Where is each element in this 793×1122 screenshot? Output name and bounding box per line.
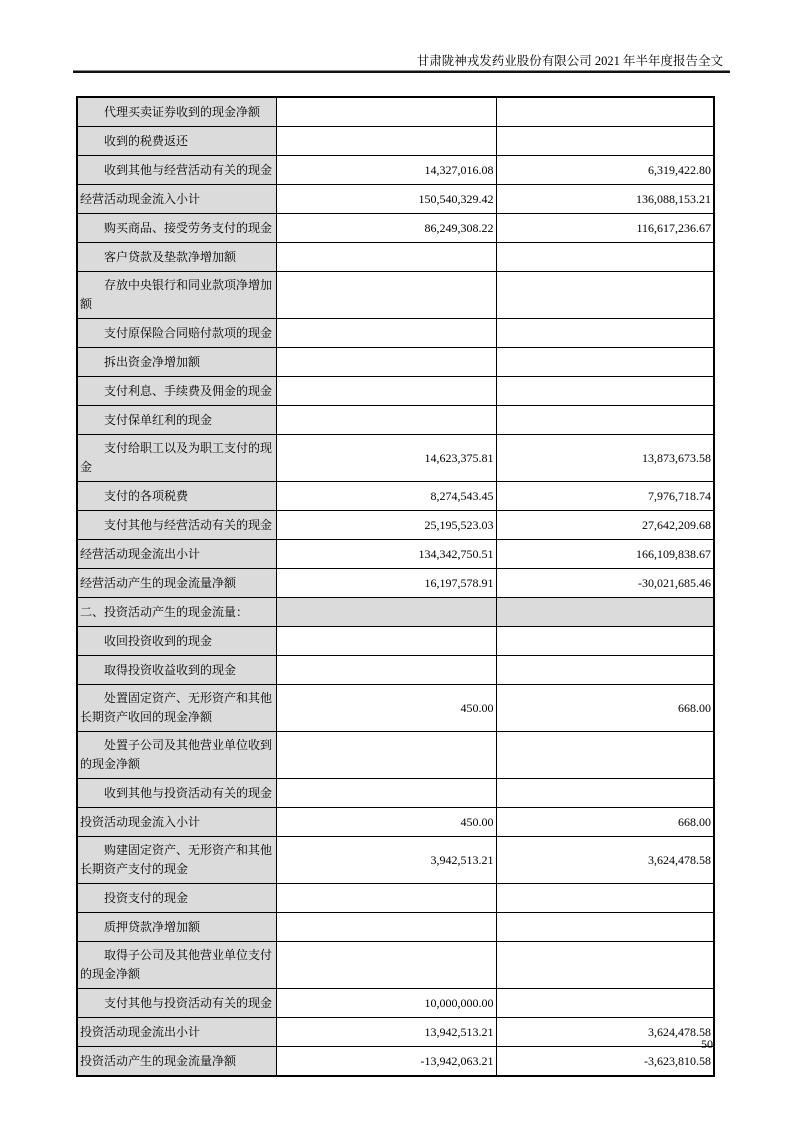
row-value-current: 14,327,016.08 bbox=[276, 156, 496, 185]
row-value-current bbox=[276, 272, 496, 319]
row-value-current: 150,540,329.42 bbox=[276, 185, 496, 214]
table-row bbox=[77, 837, 714, 884]
table-row bbox=[77, 156, 714, 185]
row-value-prior: 7,976,718.74 bbox=[496, 482, 714, 511]
row-value-current bbox=[276, 884, 496, 913]
row-label: 支付原保险合同赔付款项的现金 bbox=[77, 319, 276, 348]
row-value-prior bbox=[496, 942, 714, 989]
table-row bbox=[77, 348, 714, 377]
row-label: 经营活动现金流入小计 bbox=[77, 185, 276, 214]
row-label: 支付其他与投资活动有关的现金 bbox=[77, 989, 276, 1018]
row-label: 经营活动现金流出小计 bbox=[77, 540, 276, 569]
row-value-current: 13,942,513.21 bbox=[276, 1018, 496, 1047]
row-label: 投资支付的现金 bbox=[77, 884, 276, 913]
table-row bbox=[77, 569, 714, 598]
table-row bbox=[77, 377, 714, 406]
row-label: 拆出资金净增加额 bbox=[77, 348, 276, 377]
row-label: 收到其他与经营活动有关的现金 bbox=[77, 156, 276, 185]
row-label: 支付给职工以及为职工支付的现金 bbox=[77, 435, 276, 482]
table-row bbox=[77, 732, 714, 779]
table-row bbox=[77, 913, 714, 942]
row-label: 代理买卖证券收到的现金净额 bbox=[77, 97, 276, 127]
cash-flow-statement-table bbox=[76, 96, 715, 1077]
row-value-current bbox=[276, 127, 496, 156]
table-row bbox=[77, 511, 714, 540]
row-value-prior bbox=[496, 598, 714, 627]
row-value-prior: 3,624,478.58 bbox=[496, 837, 714, 884]
table-row bbox=[77, 808, 714, 837]
table-row bbox=[77, 127, 714, 156]
row-value-prior: 3,624,478.58 bbox=[496, 1018, 714, 1047]
row-value-prior bbox=[496, 656, 714, 685]
table-row bbox=[77, 243, 714, 272]
row-label: 投资活动产生的现金流量净额 bbox=[77, 1047, 276, 1077]
row-label: 收到的税费返还 bbox=[77, 127, 276, 156]
table-row bbox=[77, 540, 714, 569]
row-value-current bbox=[276, 627, 496, 656]
row-label: 支付的各项税费 bbox=[77, 482, 276, 511]
row-label: 客户贷款及垫款净增加额 bbox=[77, 243, 276, 272]
row-value-current: 8,274,543.45 bbox=[276, 482, 496, 511]
table-row bbox=[77, 989, 714, 1018]
row-label: 支付其他与经营活动有关的现金 bbox=[77, 511, 276, 540]
row-value-current bbox=[276, 319, 496, 348]
cashflow-table-body bbox=[77, 97, 714, 1076]
row-value-current: 25,195,523.03 bbox=[276, 511, 496, 540]
row-value-prior bbox=[496, 97, 714, 127]
table-row bbox=[77, 319, 714, 348]
row-value-current bbox=[276, 598, 496, 627]
table-row bbox=[77, 97, 714, 127]
row-value-current bbox=[276, 779, 496, 808]
row-value-prior: 13,873,673.58 bbox=[496, 435, 714, 482]
table-row bbox=[77, 598, 714, 627]
row-value-current bbox=[276, 656, 496, 685]
row-value-current: 134,342,750.51 bbox=[276, 540, 496, 569]
row-label: 取得投资收益收到的现金 bbox=[77, 656, 276, 685]
row-label: 购买商品、接受劳务支付的现金 bbox=[77, 214, 276, 243]
row-value-prior: 166,109,838.67 bbox=[496, 540, 714, 569]
row-value-current bbox=[276, 732, 496, 779]
row-value-current bbox=[276, 97, 496, 127]
header-divider-rule bbox=[73, 70, 730, 73]
table-row bbox=[77, 406, 714, 435]
row-value-prior bbox=[496, 627, 714, 656]
table-row bbox=[77, 942, 714, 989]
row-value-prior: -30,021,685.46 bbox=[496, 569, 714, 598]
row-value-current: -13,942,063.21 bbox=[276, 1047, 496, 1077]
row-value-prior bbox=[496, 884, 714, 913]
table-row bbox=[77, 656, 714, 685]
row-value-current bbox=[276, 406, 496, 435]
row-value-prior: -3,623,810.58 bbox=[496, 1047, 714, 1077]
row-value-current: 16,197,578.91 bbox=[276, 569, 496, 598]
table-row bbox=[77, 884, 714, 913]
row-value-prior: 27,642,209.68 bbox=[496, 511, 714, 540]
row-label: 处置子公司及其他营业单位收到的现金净额 bbox=[77, 732, 276, 779]
row-value-current bbox=[276, 243, 496, 272]
row-value-prior bbox=[496, 913, 714, 942]
row-value-prior: 668.00 bbox=[496, 685, 714, 732]
row-value-prior: 136,088,153.21 bbox=[496, 185, 714, 214]
row-label: 存放中央银行和同业款项净增加额 bbox=[77, 272, 276, 319]
table-row bbox=[77, 627, 714, 656]
row-value-current: 450.00 bbox=[276, 808, 496, 837]
row-value-current: 3,942,513.21 bbox=[276, 837, 496, 884]
row-value-current: 86,249,308.22 bbox=[276, 214, 496, 243]
row-value-prior bbox=[496, 319, 714, 348]
row-label: 收到其他与投资活动有关的现金 bbox=[77, 779, 276, 808]
table-row bbox=[77, 779, 714, 808]
row-label: 二、投资活动产生的现金流量： bbox=[77, 598, 276, 627]
row-value-prior bbox=[496, 732, 714, 779]
row-label: 支付保单红利的现金 bbox=[77, 406, 276, 435]
row-value-current bbox=[276, 942, 496, 989]
row-value-prior: 6,319,422.80 bbox=[496, 156, 714, 185]
row-value-prior bbox=[496, 989, 714, 1018]
row-value-current: 14,623,375.81 bbox=[276, 435, 496, 482]
row-value-prior bbox=[496, 243, 714, 272]
page-number: 50 bbox=[701, 1037, 713, 1051]
row-value-prior bbox=[496, 779, 714, 808]
row-value-prior bbox=[496, 348, 714, 377]
row-label: 取得子公司及其他营业单位支付的现金净额 bbox=[77, 942, 276, 989]
row-value-prior: 668.00 bbox=[496, 808, 714, 837]
report-header-title: 甘肃陇神戎发药业股份有限公司 2021 年半年度报告全文 bbox=[416, 54, 723, 68]
row-label: 质押贷款净增加额 bbox=[77, 913, 276, 942]
row-value-current: 450.00 bbox=[276, 685, 496, 732]
row-value-prior: 116,617,236.67 bbox=[496, 214, 714, 243]
row-value-prior bbox=[496, 127, 714, 156]
row-value-current bbox=[276, 348, 496, 377]
row-label: 经营活动产生的现金流量净额 bbox=[77, 569, 276, 598]
table-row bbox=[77, 435, 714, 482]
row-value-prior bbox=[496, 406, 714, 435]
row-value-prior bbox=[496, 272, 714, 319]
row-label: 投资活动现金流入小计 bbox=[77, 808, 276, 837]
row-value-prior bbox=[496, 377, 714, 406]
table-row bbox=[77, 685, 714, 732]
table-row bbox=[77, 214, 714, 243]
row-label: 投资活动现金流出小计 bbox=[77, 1018, 276, 1047]
row-label: 处置固定资产、无形资产和其他长期资产收回的现金净额 bbox=[77, 685, 276, 732]
row-label: 购建固定资产、无形资产和其他长期资产支付的现金 bbox=[77, 837, 276, 884]
row-value-current: 10,000,000.00 bbox=[276, 989, 496, 1018]
row-value-current bbox=[276, 377, 496, 406]
row-label: 支付利息、手续费及佣金的现金 bbox=[77, 377, 276, 406]
table-row bbox=[77, 272, 714, 319]
table-row bbox=[77, 185, 714, 214]
row-label: 收回投资收到的现金 bbox=[77, 627, 276, 656]
table-row bbox=[77, 482, 714, 511]
row-value-current bbox=[276, 913, 496, 942]
